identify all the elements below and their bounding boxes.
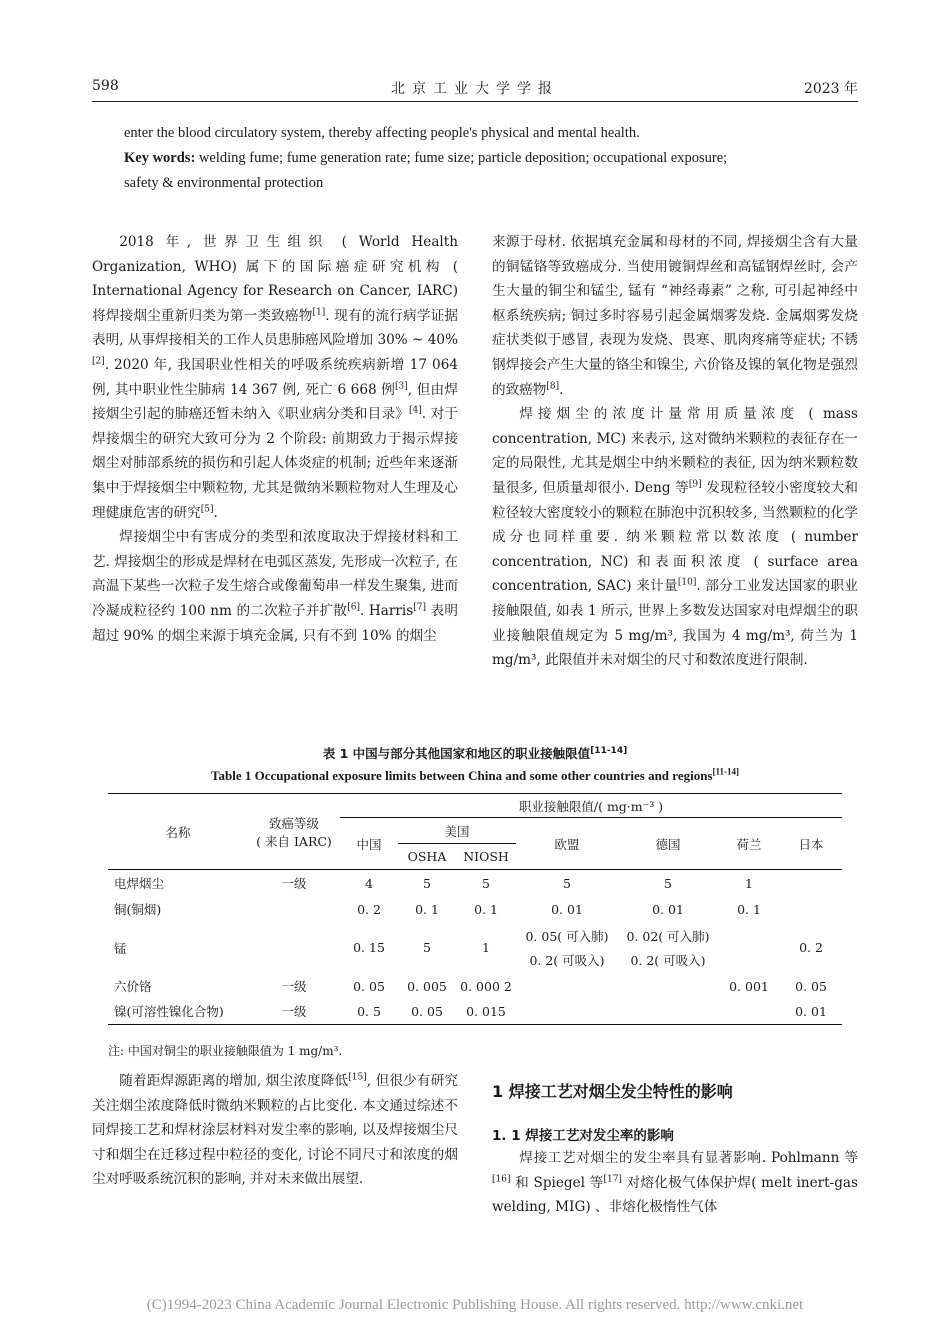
citation-ref[interactable]: [16] (492, 1174, 511, 1185)
table-row: 锰 0. 15 5 1 0. 05( 可入肺) 0. 2( 可吸入) 0. 02( 可入肺) 0. 2( 可吸入) 0. 2 (114, 928, 823, 968)
journal-name: 北京工业大学学报 (391, 81, 559, 97)
subsection-heading: 1. 1 焊接工艺对发尘率的影响 (492, 1128, 674, 1144)
table-row: 铜(铜烟) 0. 2 0. 1 0. 1 0. 01 0. 01 0. 1 (114, 901, 761, 917)
body-paragraph: 2018 年, 世界卫生组织 ( World Health Organization, WHO) 属下的国际癌症研究机构 ( International Agency for Research on Cancer, IARC) 将焊接烟尘重新归类为第一类致癌物[1]. 现有的流行病学证据表明, 从事焊接相关的工作人员患肺癌风险增加 30% ~ 40%[2]. 2020 年, 我国职业性相关的呼吸系统疾病新增 17 064 例, 其中职业性尘肺病 14 367 例, 死亡 6 668 例[3], 但由焊接烟尘引起的肺癌还暂未纳入《职业病分类和目录》[4]. 对于焊接烟尘的研究大致可分为 2 个阶段: 前期致力于揭示焊接烟尘对肺部系统的损伤和引起人体炎症的机制; 近些年来逐渐集中于焊接烟尘中颗粒物, 尤其是微纳米颗粒物对人生理及心理健康危害的研究[5]. (92, 234, 458, 521)
keywords-line (124, 146, 824, 171)
citation-ref[interactable]: [7] (413, 602, 426, 613)
bottom-right-column (492, 1146, 858, 1220)
table-row: 镍(可溶性镍化合物) 一级 0. 5 0. 05 0. 015 0. 01 (108, 999, 842, 1025)
citation-ref[interactable]: [2] (92, 356, 105, 367)
citation-ref[interactable]: [6] (347, 602, 361, 613)
header-year: 2023 年 (803, 81, 858, 97)
citation-ref[interactable]: [10] (677, 577, 697, 588)
body-paragraph: 来源于母材. 依据填充金属和母材的不同, 焊接烟尘含有大量的铜锰铬等致癌成分. 当使用镀铜焊丝和高锰钢焊丝时, 会产生大量的铜尘和锰尘, 锰有 “神经毒素” 之称, 可引起神经中枢系统疾病; 铜过多时容易引起金属烟雾发烧. 金属烟雾发烧症状类似于感冒, 表现为发烧、畏寒、肌肉疼痛等症状; 不锈钢焊接会产生大量的铬尘和镍尘, 六价铬及镍的氧化物是强烈的致癌物[8]. (492, 234, 858, 398)
citation-ref[interactable]: [8] (546, 381, 560, 392)
th-grade: 致癌等级 ( 来自 IARC) (248, 794, 340, 870)
citation-ref[interactable]: [15] (348, 1072, 367, 1083)
th-niosh: NIOSH (456, 844, 516, 870)
keywords-text: welding fume; fume generation rate; fume size; particle deposition; occupational exposure; (195, 150, 728, 166)
abstract-line: enter the blood circulatory system, thereby affecting people's physical and mental health. (124, 125, 640, 141)
keywords-label: Key words: (124, 150, 196, 166)
body-paragraph: 焊接工艺对烟尘的发尘率具有显著影响. Pohlmann 等[16] 和 Spiegel 等[17] 对熔化极气体保护焊( melt inert-gas welding, MIG) 、非熔化极惰性气体 (492, 1150, 858, 1216)
page-number: 598 (92, 78, 119, 94)
th-limit: 职业接触限值/( mg·m⁻³ ) (340, 794, 842, 818)
table-caption-en: Table 1 Occupational exposure limits between China and some other countries and regions[11-14] (211, 766, 739, 783)
left-column (92, 230, 458, 648)
section-heading: 1 焊接工艺对烟尘发尘特性的影响 (492, 1082, 733, 1101)
table-row: 电焊烟尘 一级 4 5 5 5 5 1 (114, 875, 753, 892)
running-header (92, 78, 858, 100)
citation-ref[interactable]: [4] (409, 405, 422, 416)
citation-ref[interactable]: [1] (312, 307, 326, 318)
abstract-tail (124, 121, 824, 196)
th-netherlands: 荷兰 (718, 818, 780, 870)
body-paragraph: 焊接烟尘中有害成分的类型和浓度取决于焊接材料和工艺. 焊接烟尘的形成是焊材在电弧区蒸发, 先形成一次粒子, 在高温下某些一次粒子发生熔合或像葡萄串一样发生聚集, 进而冷凝成粒径约 100 nm 的二次粒子并扩散[6]. Harris[7] 表明超过 90% 的烟尘来源于填充金属, 只有不到 10% 的烟尘 (92, 529, 458, 644)
th-eu: 欧盟 (516, 818, 618, 870)
body-paragraph: 焊接烟尘的浓度计量常用质量浓度 ( mass concentration, MC) 来表示, 这对微纳米颗粒的表征存在一定的局限性, 尤其是烟尘中纳米颗粒的表征, 因为纳米颗粒数量很多, 但质量却很小. Deng 等[9] 发现粒径较小密度较大和粒径较大密度较小的颗粒在肺泡中沉积较多, 当然颗粒的化学成分也同样重要. 纳米颗粒常以数浓度 ( number concentration, NC) 和表面积浓度 ( surface area concentration, SAC) 来计量[10]. 部分工业发达国家的职业接触限值, 如表 1 所示, 世界上多数发达国家对电焊烟尘的职业接触限值规定为 5 mg/m³, 我国为 4 mg/m³, 荷兰为 1 mg/m³, 此限值并未对烟尘的尺寸和数浓度进行限制. (492, 406, 858, 669)
keywords-line-2: safety & environmental protection (124, 175, 324, 191)
th-osha: OSHA (398, 844, 456, 870)
th-germany: 德国 (618, 818, 718, 870)
th-usa: 美国 (398, 818, 516, 844)
th-name: 名称 (108, 794, 248, 870)
th-japan: 日本 (780, 818, 842, 870)
table-note: 注: 中国对铜尘的职业接触限值为 1 mg/m³. (108, 1044, 343, 1058)
right-column (492, 230, 858, 673)
copyright-footer: (C)1994-2023 China Academic Journal Electronic Publishing House. All rights reserved. http://www.cnki.net (146, 1297, 804, 1313)
table-caption-cn: 表 1 中国与部分其他国家和地区的职业接触限值[11-14] (322, 745, 628, 761)
citation-ref[interactable]: [9] (688, 479, 702, 490)
citation-ref[interactable]: [5] (200, 504, 214, 514)
exposure-limit-table (108, 793, 842, 1025)
table-row: 六价铬 一级 0. 05 0. 005 0. 000 2 0. 001 0. 05 (114, 978, 827, 994)
citation-ref[interactable]: [17] (603, 1174, 622, 1185)
header-rule (92, 101, 858, 102)
citation-ref[interactable]: [3] (395, 381, 408, 392)
bottom-left-column (92, 1069, 458, 1192)
th-china: 中国 (340, 818, 398, 870)
body-paragraph: 随着距焊源距离的增加, 烟尘浓度降低[15], 但很少有研究关注烟尘浓度降低时微纳米颗粒的占比变化. 本文通过综述不同焊接工艺和焊材涂层材料对发尘率的影响, 以及焊接烟尘尺寸和烟尘在迁移过程中粒径的变化, 讨论不同尺寸和浓度的烟尘对呼吸系统沉积的影响, 并对未来做出展望. (92, 1072, 458, 1188)
